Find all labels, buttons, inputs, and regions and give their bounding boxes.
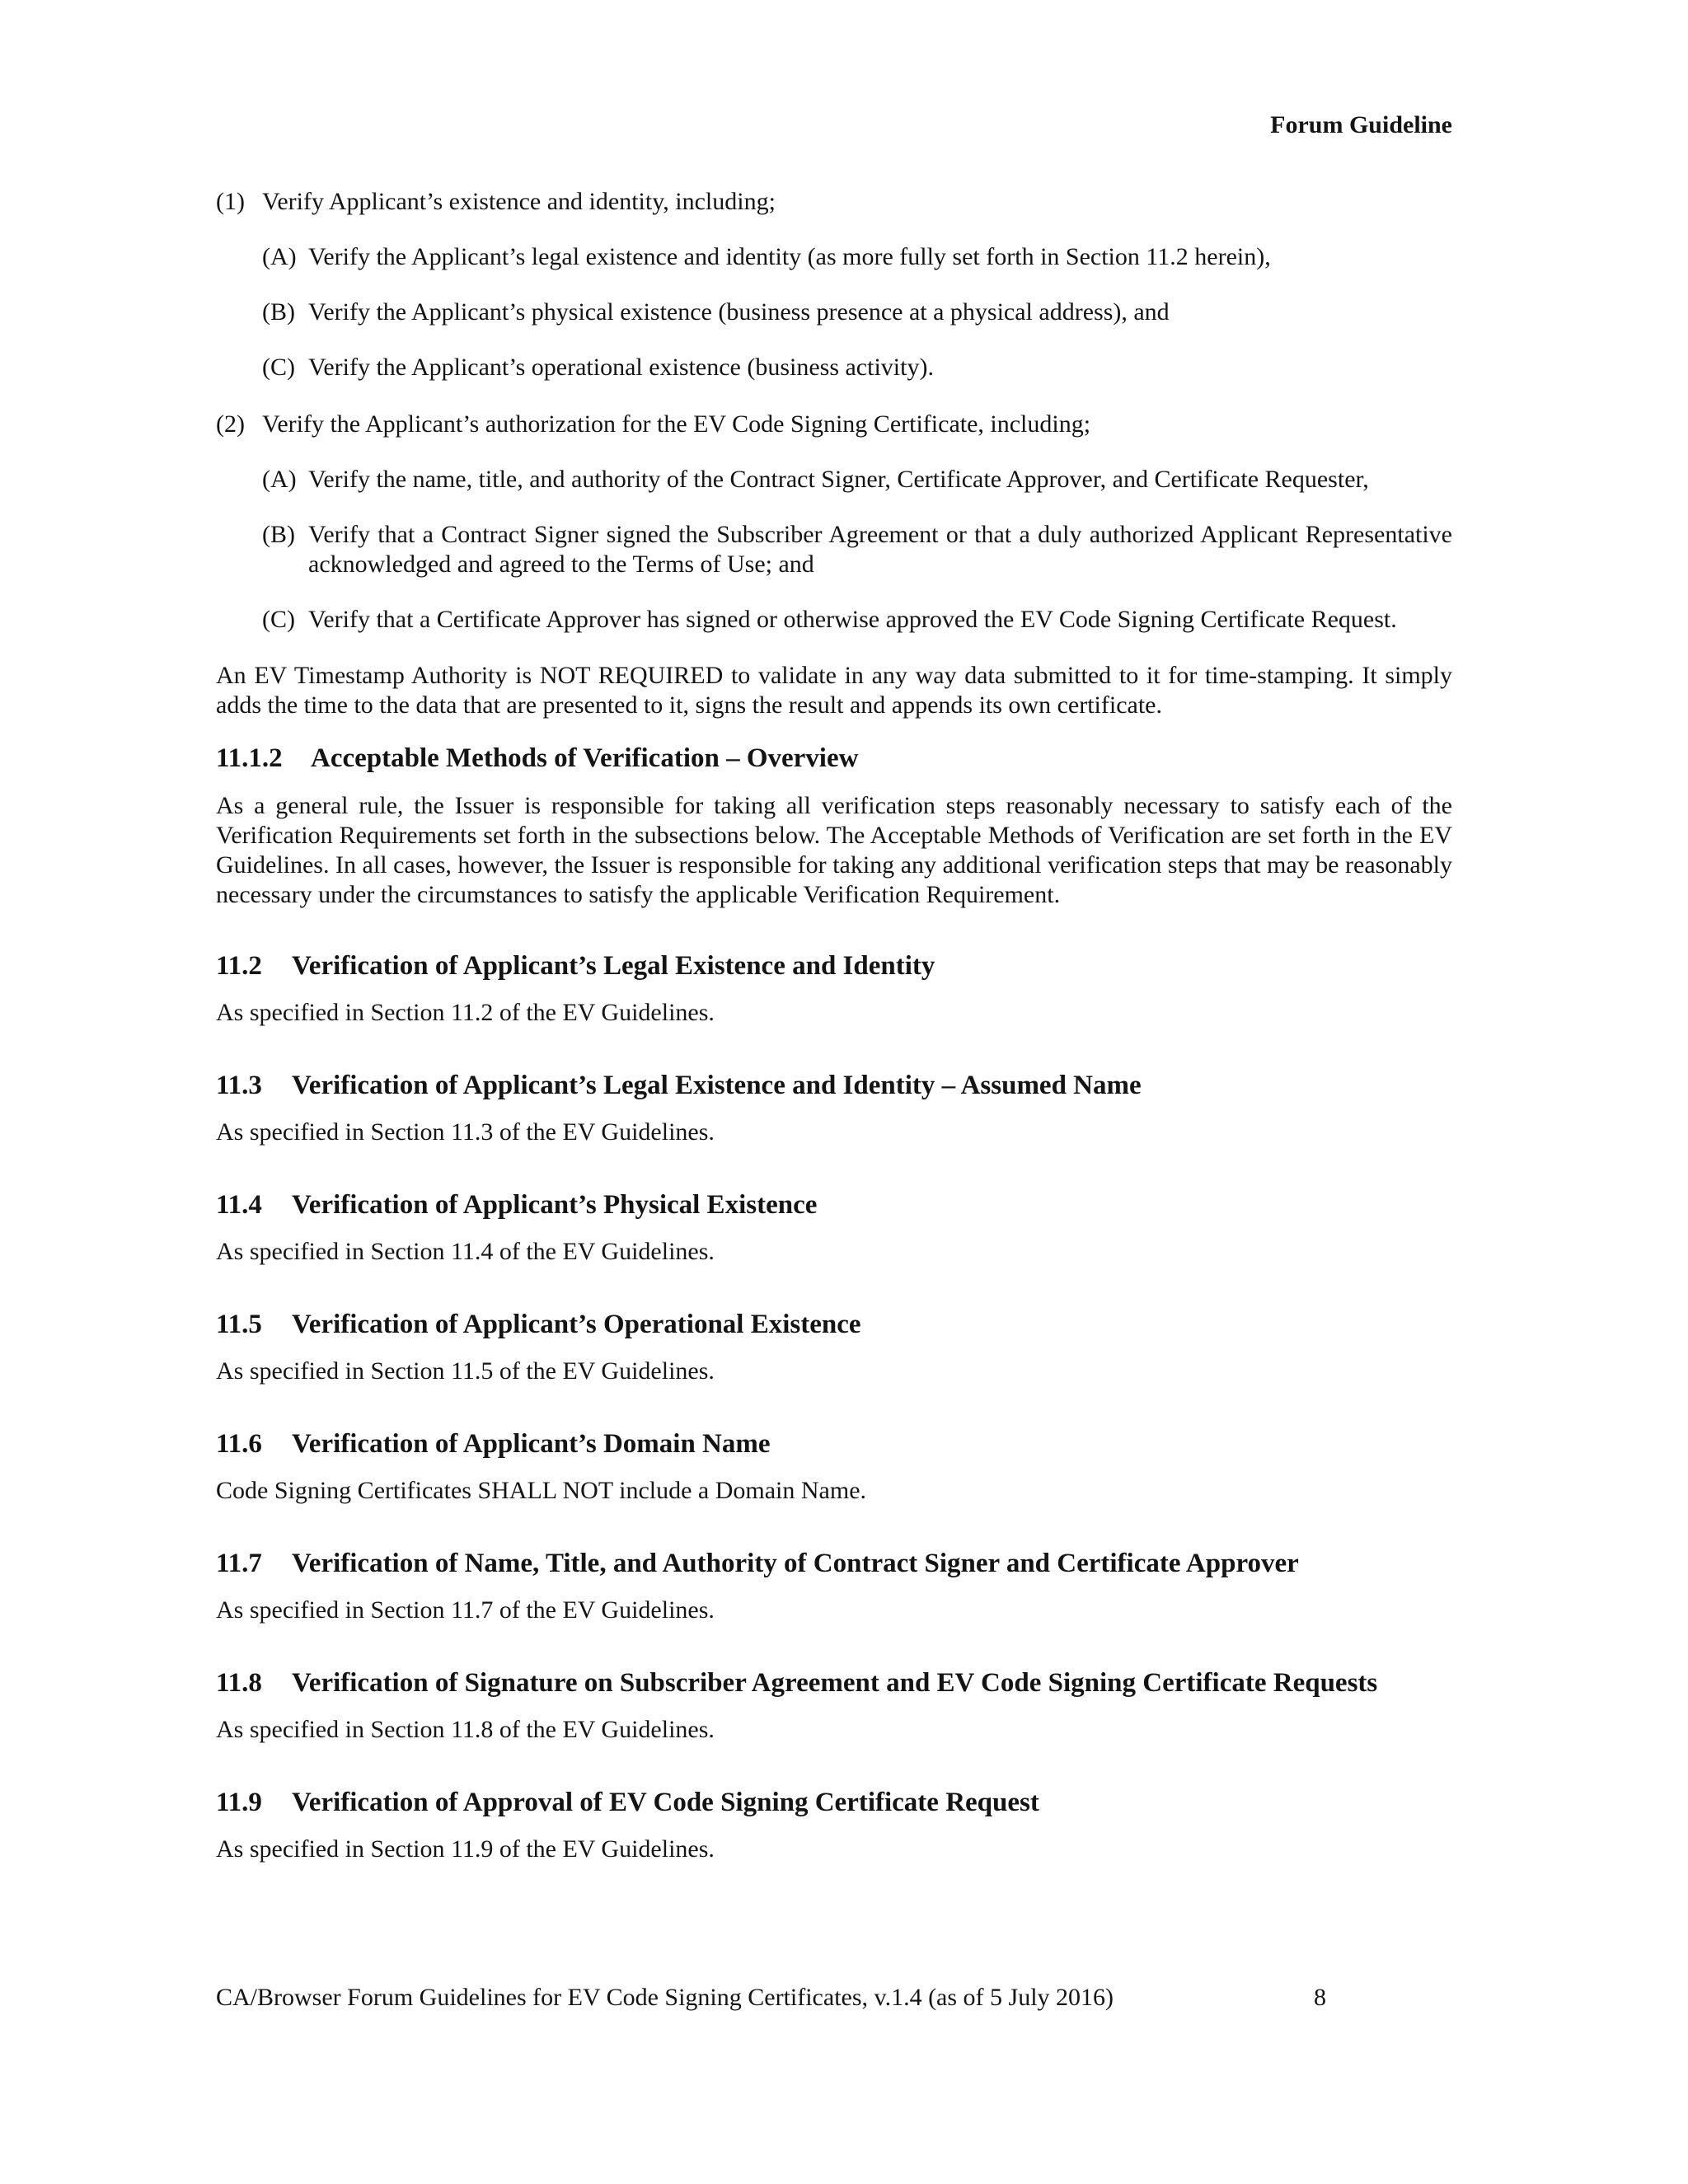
section-title: Verification of Applicant’s Domain Name (292, 1429, 771, 1459)
sub-list-item (262, 242, 1452, 275)
sub-list-item-text: Verify that a Contract Signer signed the Subscriber Agreement or that a duly authorized Applicant Representative acknowledged and agreed to the Terms of Use; and (308, 521, 1452, 578)
sub-list-item-label: (A) (262, 466, 297, 493)
section-title: Verification of Applicant’s Physical Existence (292, 1190, 818, 1220)
section-heading (216, 1069, 1452, 1102)
section-body: Code Signing Certificates SHALL NOT include a Domain Name. (216, 1477, 867, 1504)
section-number: 11.3 (216, 1071, 262, 1100)
section-number: 11.8 (216, 1668, 262, 1698)
sub-list-item-text: Verify that a Certificate Approver has signed or otherwise approved the EV Code Signing Certificate Request. (308, 606, 1397, 633)
list-item-label: (2) (216, 410, 245, 438)
section-body: As specified in Section 11.2 of the EV Guidelines. (216, 999, 715, 1026)
sub-list-item (262, 353, 1452, 386)
section-heading (216, 1547, 1452, 1580)
section-body: As a general rule, the Issuer is responsible for taking all verification steps reasonably necessary to satisfy each of the Verification Requirements set forth in the subsections below. The Acceptable Methods of Verification are set forth in the EV Guidelines. In all cases, however, the Issuer is responsible for taking any additional verification steps that may be reasonably necessary under the circumstances to satisfy the applicable Verification Requirement. (216, 792, 1452, 908)
sub-list-item-text: Verify the Applicant’s operational existence (business activity). (308, 354, 934, 381)
list-item (216, 410, 1452, 443)
section-heading (216, 742, 1452, 775)
section-number: 11.6 (216, 1429, 262, 1459)
section-title: Verification of Signature on Subscriber Agreement and EV Code Signing Certificate Requests (292, 1668, 1378, 1698)
section-heading (216, 1188, 1452, 1221)
timestamp-paragraph: An EV Timestamp Authority is NOT REQUIRED to validate in any way data submitted to it for time-stamping. It simply adds the time to the data that are presented to it, signs the result and appends its own certificate. (216, 662, 1452, 719)
section-number: 11.9 (216, 1788, 262, 1817)
section-heading (216, 1427, 1452, 1460)
section-body: As specified in Section 11.3 of the EV Guidelines. (216, 1118, 715, 1146)
page-number: 8 (1314, 1984, 1326, 2011)
sub-list-item (262, 298, 1452, 330)
section-body: As specified in Section 11.9 of the EV Guidelines. (216, 1835, 715, 1863)
section-heading (216, 1308, 1452, 1341)
sub-list-item-text: Verify the Applicant’s physical existence (business presence at a physical address), and (308, 298, 1170, 326)
footer-text: CA/Browser Forum Guidelines for EV Code Signing Certificates, v.1.4 (as of 5 July 2016) (216, 1984, 1114, 2011)
section-number: 11.2 (216, 951, 262, 981)
section-number: 11.4 (216, 1190, 262, 1220)
section-body: As specified in Section 11.8 of the EV Guidelines. (216, 1716, 715, 1743)
section-title: Verification of Name, Title, and Authority of Contract Signer and Certificate Approver (292, 1549, 1299, 1578)
page-header: Forum Guideline (1270, 111, 1452, 138)
sub-list-item (262, 605, 1452, 638)
section-body: As specified in Section 11.7 of the EV Guidelines. (216, 1596, 715, 1624)
section-number: 11.5 (216, 1310, 262, 1339)
section-title: Verification of Applicant’s Legal Existence and Identity (292, 951, 935, 981)
section-title: Verification of Applicant’s Legal Existence and Identity – Assumed Name (292, 1071, 1142, 1100)
list-item (216, 187, 1452, 220)
sub-list-item (262, 520, 1452, 583)
list-item-text: Verify Applicant’s existence and identity, including; (262, 188, 776, 215)
section-heading (216, 949, 1452, 982)
section-body: As specified in Section 11.4 of the EV Guidelines. (216, 1238, 715, 1265)
section-number: 11.7 (216, 1549, 262, 1578)
section-title: Verification of Approval of EV Code Signing Certificate Request (292, 1788, 1039, 1817)
sub-list-item (262, 465, 1452, 498)
section-number: 11.1.2 (216, 743, 283, 773)
section-heading (216, 1666, 1452, 1699)
list-item-text: Verify the Applicant’s authorization for the EV Code Signing Certificate, including; (262, 410, 1091, 438)
sub-list-item-label: (C) (262, 606, 295, 633)
sub-list-item-label: (A) (262, 243, 297, 270)
section-title: Verification of Applicant’s Operational Existence (292, 1310, 861, 1339)
section-heading (216, 1786, 1452, 1819)
sub-list-item-text: Verify the name, title, and authority of the Contract Signer, Certificate Approver, and Certificate Requester, (308, 466, 1369, 493)
list-item-label: (1) (216, 188, 245, 215)
sub-list-item-text: Verify the Applicant’s legal existence and identity (as more fully set forth in Section 11.2 herein), (308, 243, 1271, 270)
sub-list-item-label: (B) (262, 298, 295, 326)
sub-list-item-label: (B) (262, 521, 295, 548)
sub-list-item-label: (C) (262, 354, 295, 381)
section-title: Acceptable Methods of Verification – Overview (311, 743, 859, 773)
section-body: As specified in Section 11.5 of the EV Guidelines. (216, 1357, 715, 1385)
